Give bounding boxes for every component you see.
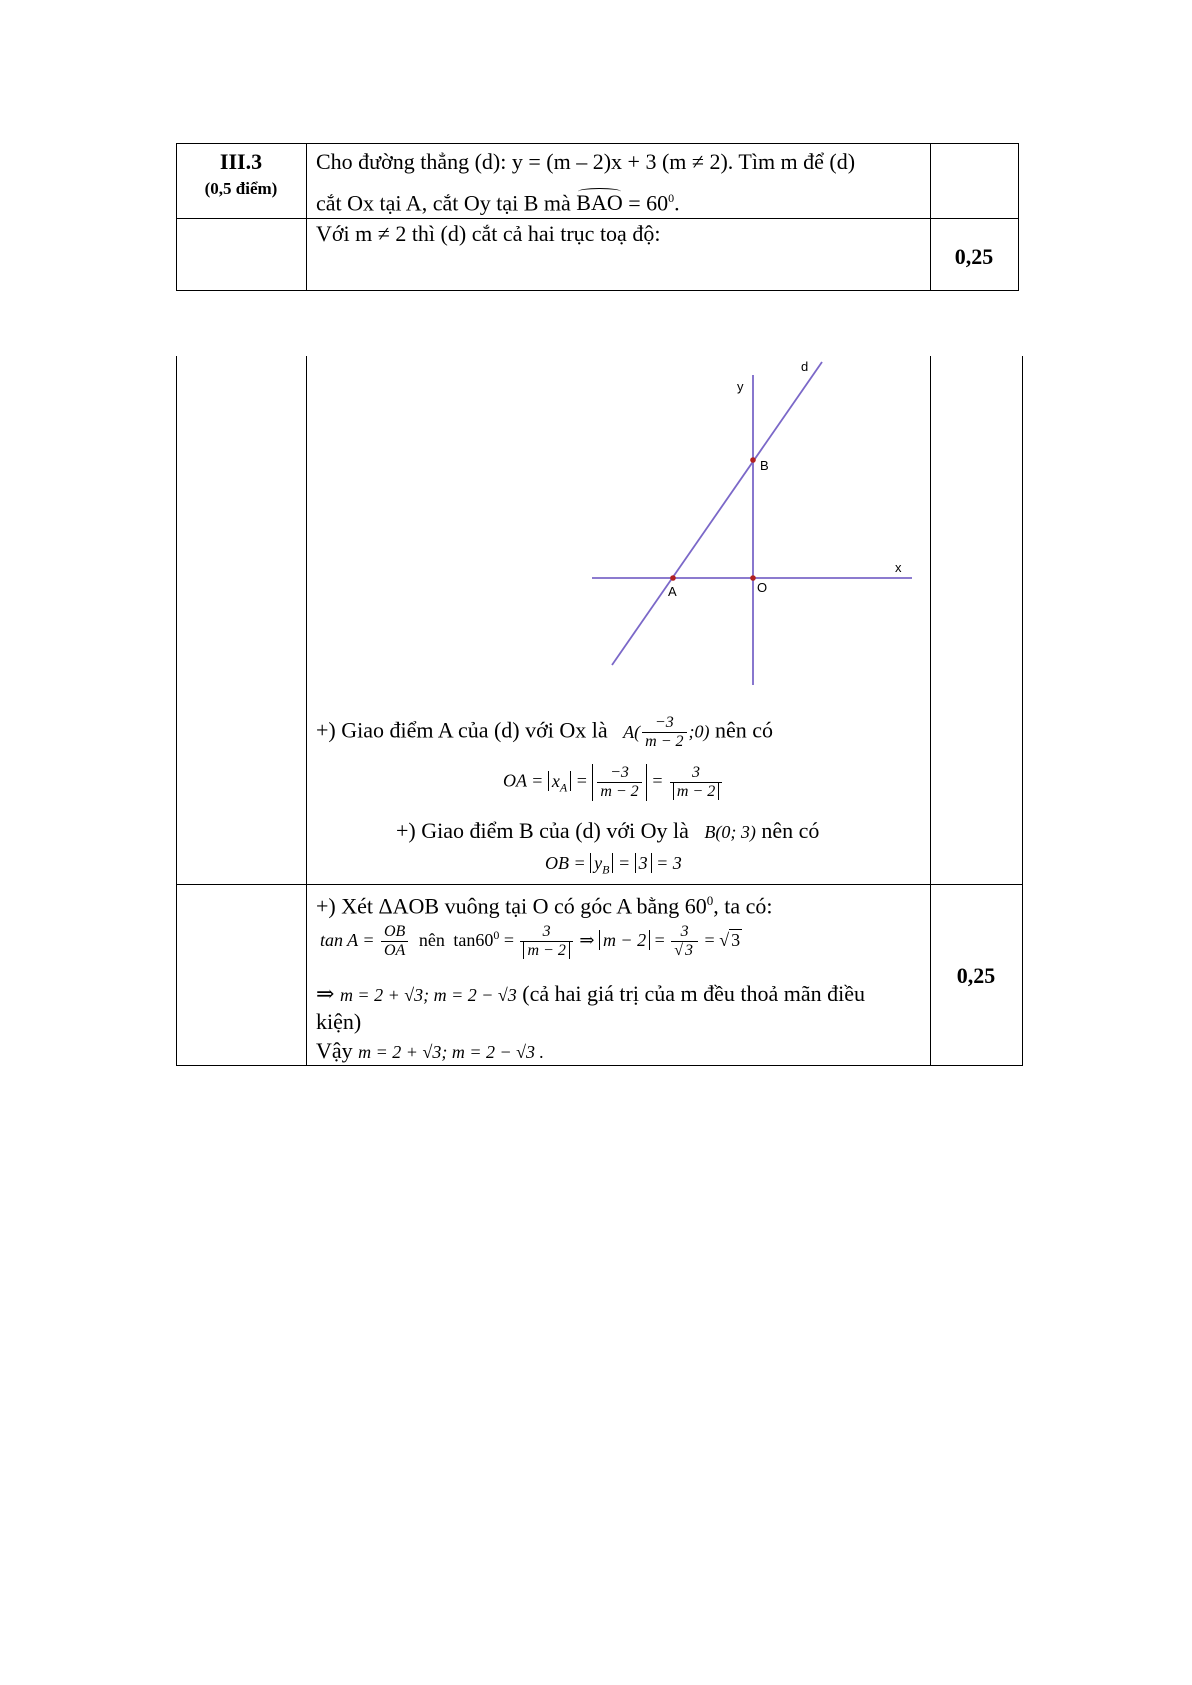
frac-3-sqrt3-den-val: 3	[685, 942, 694, 960]
t2-mid-border	[176, 884, 1022, 885]
t2-left-border	[176, 356, 177, 1066]
t2-bottom-border	[176, 1065, 1022, 1066]
step1-text: Với m ≠ 2 thì (d) cắt cả hai trục toạ độ:	[316, 221, 661, 246]
score-2: 0,25	[956, 963, 996, 988]
label-d: d	[801, 359, 809, 374]
angle-bao	[576, 190, 622, 216]
frac-3-abs-den	[520, 942, 572, 960]
implies-1: ⇒	[579, 930, 595, 950]
oa-formula	[503, 764, 724, 801]
point-o	[750, 575, 756, 581]
eq-2: =	[651, 770, 664, 791]
t2-col2-border	[930, 356, 931, 1066]
sqrt3-result: √ 3	[719, 930, 741, 950]
frac-m3	[597, 764, 641, 801]
non-co-1: nên có	[715, 717, 774, 743]
label-y: y	[737, 379, 744, 394]
question-code: III.3	[219, 149, 263, 174]
frac-3-den-abs: m − 2	[673, 783, 719, 800]
t2-col1-border	[306, 356, 307, 1066]
tan-formula	[320, 922, 742, 960]
frac-3-abs-den-text: m − 2	[523, 942, 569, 959]
oa-lhs: OA =	[503, 770, 544, 791]
nen-text: nên	[418, 930, 445, 950]
point-a	[670, 575, 676, 581]
giao-diem-b-line	[396, 818, 819, 845]
label-b: B	[760, 458, 769, 473]
angle-label: BAO	[576, 190, 623, 216]
question-line-2-text: cắt Ox tại A, cắt Oy tại B mà	[316, 190, 577, 216]
question-points: (0,5 điểm)	[204, 179, 278, 198]
frac-3-den	[670, 783, 722, 801]
frac-3-sqrt3-den: √ 3	[674, 942, 694, 960]
xet-end: , ta có:	[713, 893, 773, 919]
condition-text: (cả hai giá trị của m đều thoả mãn điều	[522, 981, 865, 1006]
line-d	[612, 362, 822, 665]
label-x: x	[895, 560, 902, 575]
question-line-1: Cho đường thẳng (d): y = (m – 2)x + 3 (m ≠ 2). Tìm m để (d)	[316, 149, 856, 174]
final-answer: m = 2 + √3; m = 2 − √3 .	[358, 1042, 544, 1062]
giao-diem-a-text: +) Giao điểm A của (d) với Ox là	[316, 717, 608, 743]
yb: y	[594, 853, 603, 873]
frac-m3-num: −3	[597, 764, 641, 783]
score-1: 0,25	[954, 244, 994, 269]
tan-60: tan60	[453, 930, 494, 950]
condition-line-2: kiện)	[316, 1009, 362, 1034]
implies-2: ⇒	[316, 981, 335, 1006]
abs-yb	[590, 853, 613, 877]
ob-rhs: = 3	[656, 853, 682, 873]
coordinate-figure	[580, 355, 920, 690]
t1-bottom-border	[176, 290, 1018, 291]
tan60-deg: 0	[493, 928, 500, 942]
frac-3-sqrt3	[671, 923, 698, 960]
question-end: .	[674, 190, 680, 216]
solutions: m = 2 + √3; m = 2 − √3	[339, 985, 517, 1005]
t1-top-border	[176, 143, 1018, 144]
angle-arc	[578, 188, 620, 195]
t1-right-border	[1018, 143, 1019, 291]
vay-line	[316, 1038, 544, 1065]
ob-lhs: OB =	[545, 853, 586, 873]
giao-diem-a-line	[316, 714, 773, 751]
point-b	[750, 457, 756, 463]
xet-line	[316, 888, 773, 919]
xet-text: +) Xét ΔAOB vuông tại O có góc A bằng 60	[316, 893, 707, 919]
abs-xa	[548, 770, 571, 795]
point-a-den: m − 2	[645, 733, 684, 750]
frac-3	[670, 764, 722, 801]
ob-oa-fraction	[381, 923, 408, 960]
ob-num: OB	[381, 923, 408, 942]
point-a-formula-pre: A(	[623, 721, 641, 742]
oa-den: OA	[384, 942, 406, 960]
point-b-formula: B(0; 3)	[704, 822, 756, 842]
eq-1: =	[575, 770, 588, 791]
solutions-line	[316, 981, 865, 1008]
point-a-num: −3	[642, 714, 686, 733]
t1-mid-border	[176, 218, 1018, 219]
abs-m-2: m − 2	[599, 930, 650, 950]
ob-formula	[545, 850, 682, 883]
yb-sub: B	[602, 862, 610, 877]
point-a-formula-post: ;0)	[688, 721, 710, 742]
eq-5: =	[654, 930, 665, 950]
xet-degree: 0	[706, 893, 714, 908]
eq-3: =	[617, 853, 631, 873]
frac-3-abs-num: 3	[520, 923, 572, 942]
giao-diem-b-text: +) Giao điểm B của (d) với Oy là	[396, 818, 689, 843]
t2-right-border	[1022, 356, 1023, 1066]
frac-3-abs	[520, 923, 572, 960]
eq-4: =	[503, 930, 514, 950]
sqrt3-result-val: 3	[731, 930, 741, 950]
xa-sub: A	[559, 780, 568, 795]
question-line-2	[316, 185, 680, 216]
angle-value: = 60	[622, 190, 669, 216]
frac-m3-den: m − 2	[600, 783, 639, 800]
eq-6: =	[704, 930, 715, 950]
non-co-2: nên có	[761, 818, 820, 843]
tan-a: tan A =	[320, 930, 375, 950]
label-o: O	[757, 580, 768, 595]
frac-3-num: 3	[670, 764, 722, 783]
abs-frac	[592, 764, 646, 801]
point-a-fraction	[642, 714, 686, 751]
label-a: A	[668, 584, 677, 599]
vay-text: Vậy	[316, 1038, 353, 1063]
degree-sup: 0	[668, 191, 675, 205]
frac-3-sqrt3-num: 3	[671, 923, 698, 942]
xa: x	[551, 770, 560, 791]
t1-col1-border	[306, 143, 307, 291]
abs-3: 3	[635, 853, 652, 873]
